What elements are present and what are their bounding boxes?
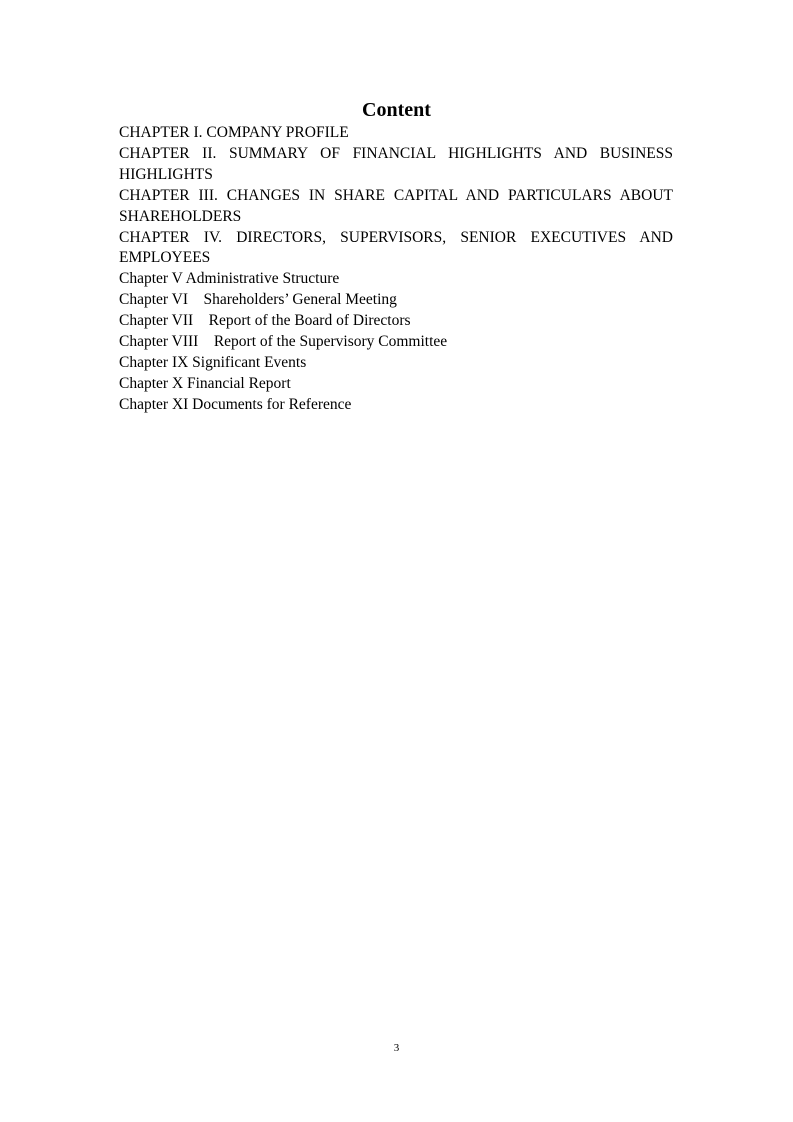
toc-entry-chapter-1[interactable]: CHAPTER I. COMPANY PROFILE (119, 124, 349, 141)
page-number: 3 (393, 1042, 400, 1054)
toc-entry-chapter-3[interactable]: CHAPTER III. CHANGES IN SHARE CAPITAL AND PARTICULARS ABOUT SHAREHOLDERS (119, 186, 673, 225)
toc-entry-chapter-5[interactable]: Chapter V Administrative Structure (119, 270, 340, 288)
toc-entry-chapter-9[interactable]: Chapter IX Significant Events (119, 353, 307, 371)
toc-entry-chapter-6[interactable]: Chapter VI Shareholders’ General Meeting (119, 291, 397, 309)
page-title: Content (362, 99, 431, 121)
table-of-contents (119, 123, 673, 416)
toc-entry-chapter-4[interactable]: CHAPTER IV. DIRECTORS, SUPERVISORS, SENIOR EXECUTIVES AND EMPLOYEES (119, 228, 673, 267)
toc-entry-chapter-10[interactable]: Chapter X Financial Report (119, 374, 291, 392)
toc-entry-chapter-7[interactable]: Chapter VII Report of the Board of Directors (119, 312, 411, 330)
toc-entry-chapter-11[interactable]: Chapter XI Documents for Reference (119, 395, 352, 413)
toc-entry-chapter-8[interactable]: Chapter VIII Report of the Supervisory Committee (119, 333, 448, 351)
toc-entry-chapter-2[interactable]: CHAPTER II. SUMMARY OF FINANCIAL HIGHLIGHTS AND BUSINESS HIGHLIGHTS (119, 144, 673, 183)
